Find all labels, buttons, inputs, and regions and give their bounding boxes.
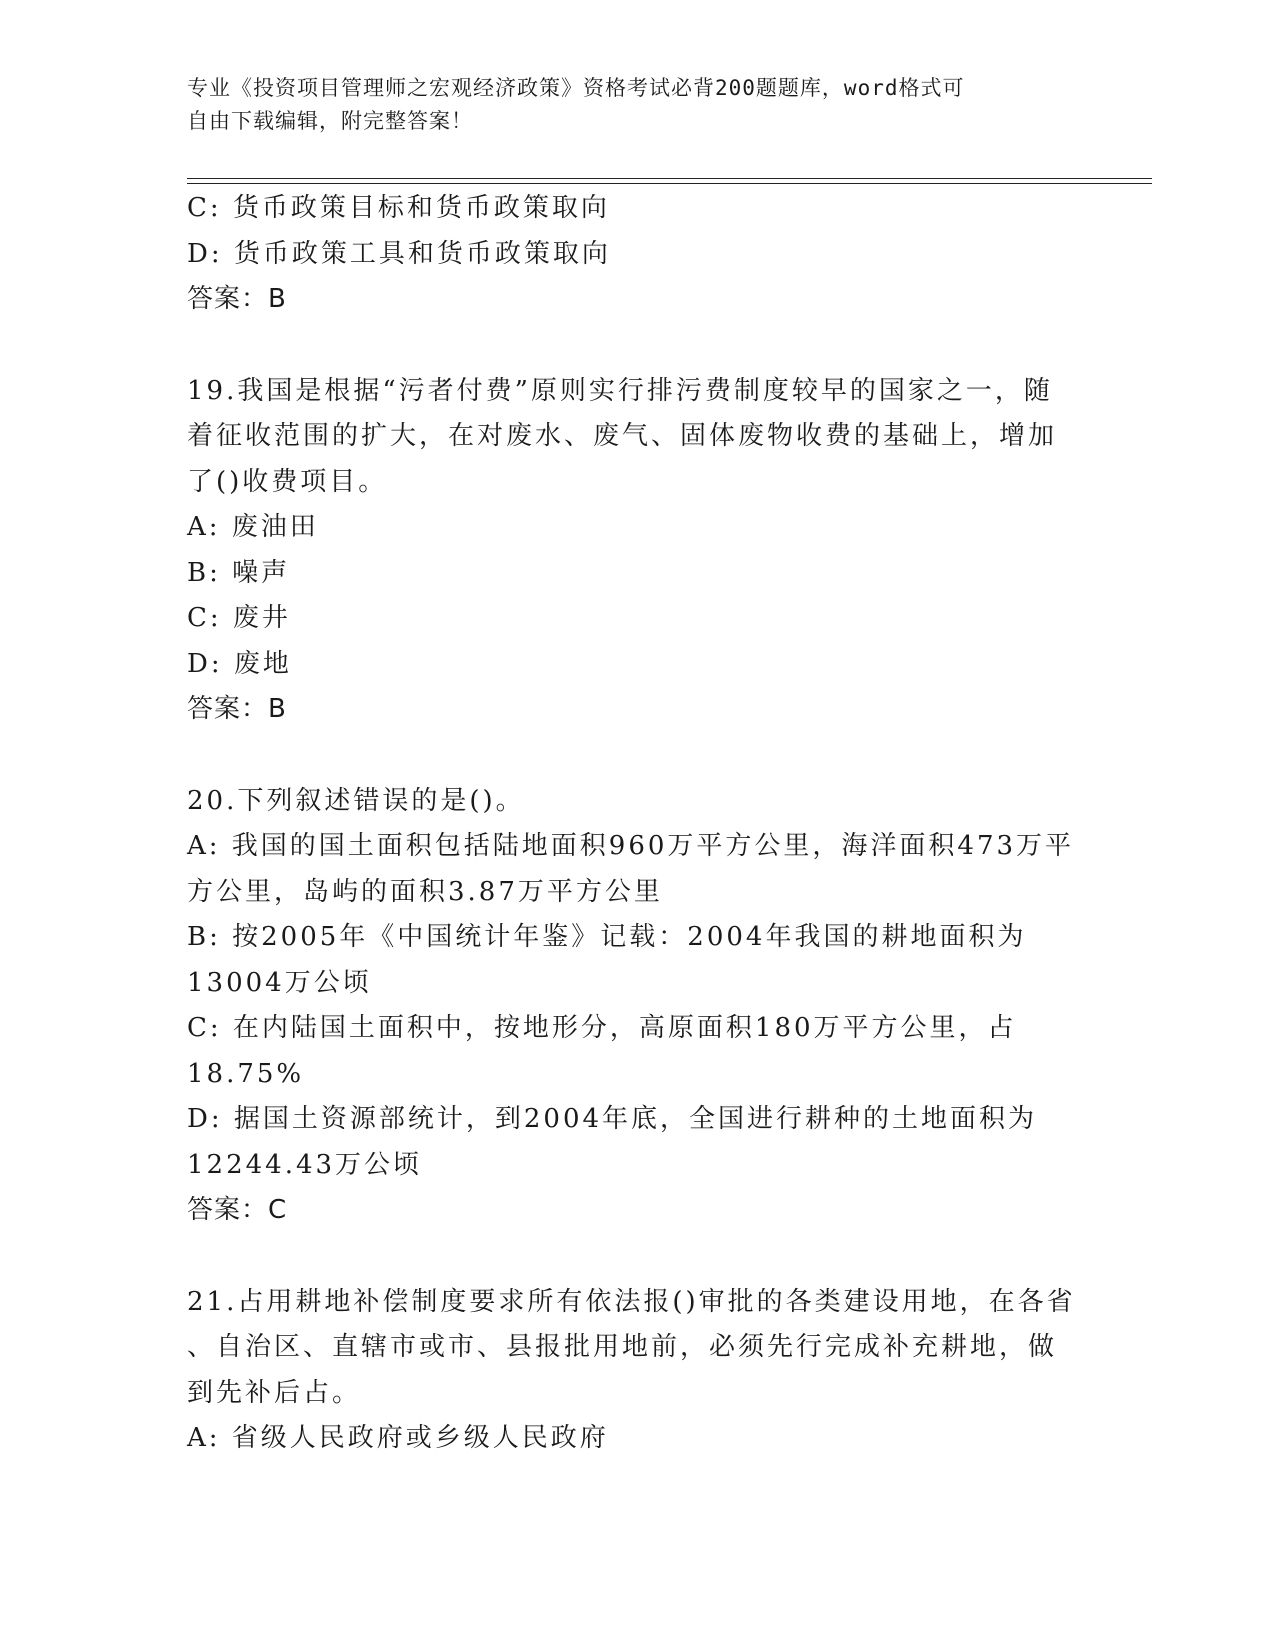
option-c-line: C: 在内陆国土面积中，按地形分，高原面积180万平方公里，占 (187, 1013, 1017, 1043)
spacer (187, 733, 1077, 779)
question-stem-line: 19.我国是根据“污者付费”原则实行排污费制度较早的国家之一，随 (187, 375, 1053, 406)
option-d-line: D: 据国土资源部统计，到2004年底，全国进行耕种的土地面积为 (187, 1104, 1038, 1134)
option-a-line: 方公里，岛屿的面积3.87万平方公里 (187, 876, 663, 907)
option-c-line: 18.75% (187, 1058, 305, 1089)
question-content (187, 186, 1077, 1462)
question-21 (187, 1280, 1077, 1462)
option-d-line: 12244.43万公顷 (187, 1149, 423, 1180)
header-line-1: 专业《投资项目管理师之宏观经济政策》资格考试必背200题题库，word格式可 (187, 76, 965, 100)
spacer (187, 1234, 1077, 1280)
header-line-2: 自由下载编辑，附完整答案！ (187, 109, 473, 133)
question-19 (187, 369, 1077, 733)
question-18-tail (187, 186, 1077, 323)
question-stem-line: 了()收费项目。 (187, 466, 388, 497)
option-b-line: B: 按2005年《中国统计年鉴》记载：2004年我国的耕地面积为 (187, 922, 1027, 952)
option-d: D: 废地 (187, 648, 292, 679)
option-c: C: 货币政策目标和货币政策取向 (187, 193, 610, 223)
option-b: B: 噪声 (187, 557, 291, 588)
question-20 (187, 779, 1077, 1234)
answer: 答案：B (187, 284, 287, 314)
option-a: A: 废油田 (187, 512, 319, 542)
spacer (187, 323, 1077, 369)
answer: 答案：C (187, 1195, 288, 1225)
question-stem-line: 着征收范围的扩大，在对废水、废气、固体废物收费的基础上，增加 (187, 421, 1058, 451)
question-stem-line: 到先补后占。 (187, 1377, 362, 1408)
option-a-line: A: 我国的国土面积包括陆地面积960万平方公里，海洋面积473万平 (187, 831, 1075, 861)
question-stem-line: 、自治区、直辖市或市、县报批用地前，必须先行完成补充耕地，做 (187, 1332, 1058, 1362)
answer: 答案：B (187, 694, 287, 724)
option-b-line: 13004万公顷 (187, 967, 372, 998)
header-divider-bottom (187, 183, 1152, 184)
question-stem: 20.下列叙述错误的是()。 (187, 785, 525, 816)
option-a: A: 省级人民政府或乡级人民政府 (187, 1423, 609, 1453)
question-stem-line: 21.占用耕地补偿制度要求所有依法报()审批的各类建设用地，在各省 (187, 1286, 1076, 1317)
option-d: D: 货币政策工具和货币政策取向 (187, 238, 611, 269)
document-header (187, 72, 1067, 138)
option-c: C: 废井 (187, 603, 291, 633)
header-divider-top (187, 178, 1152, 179)
